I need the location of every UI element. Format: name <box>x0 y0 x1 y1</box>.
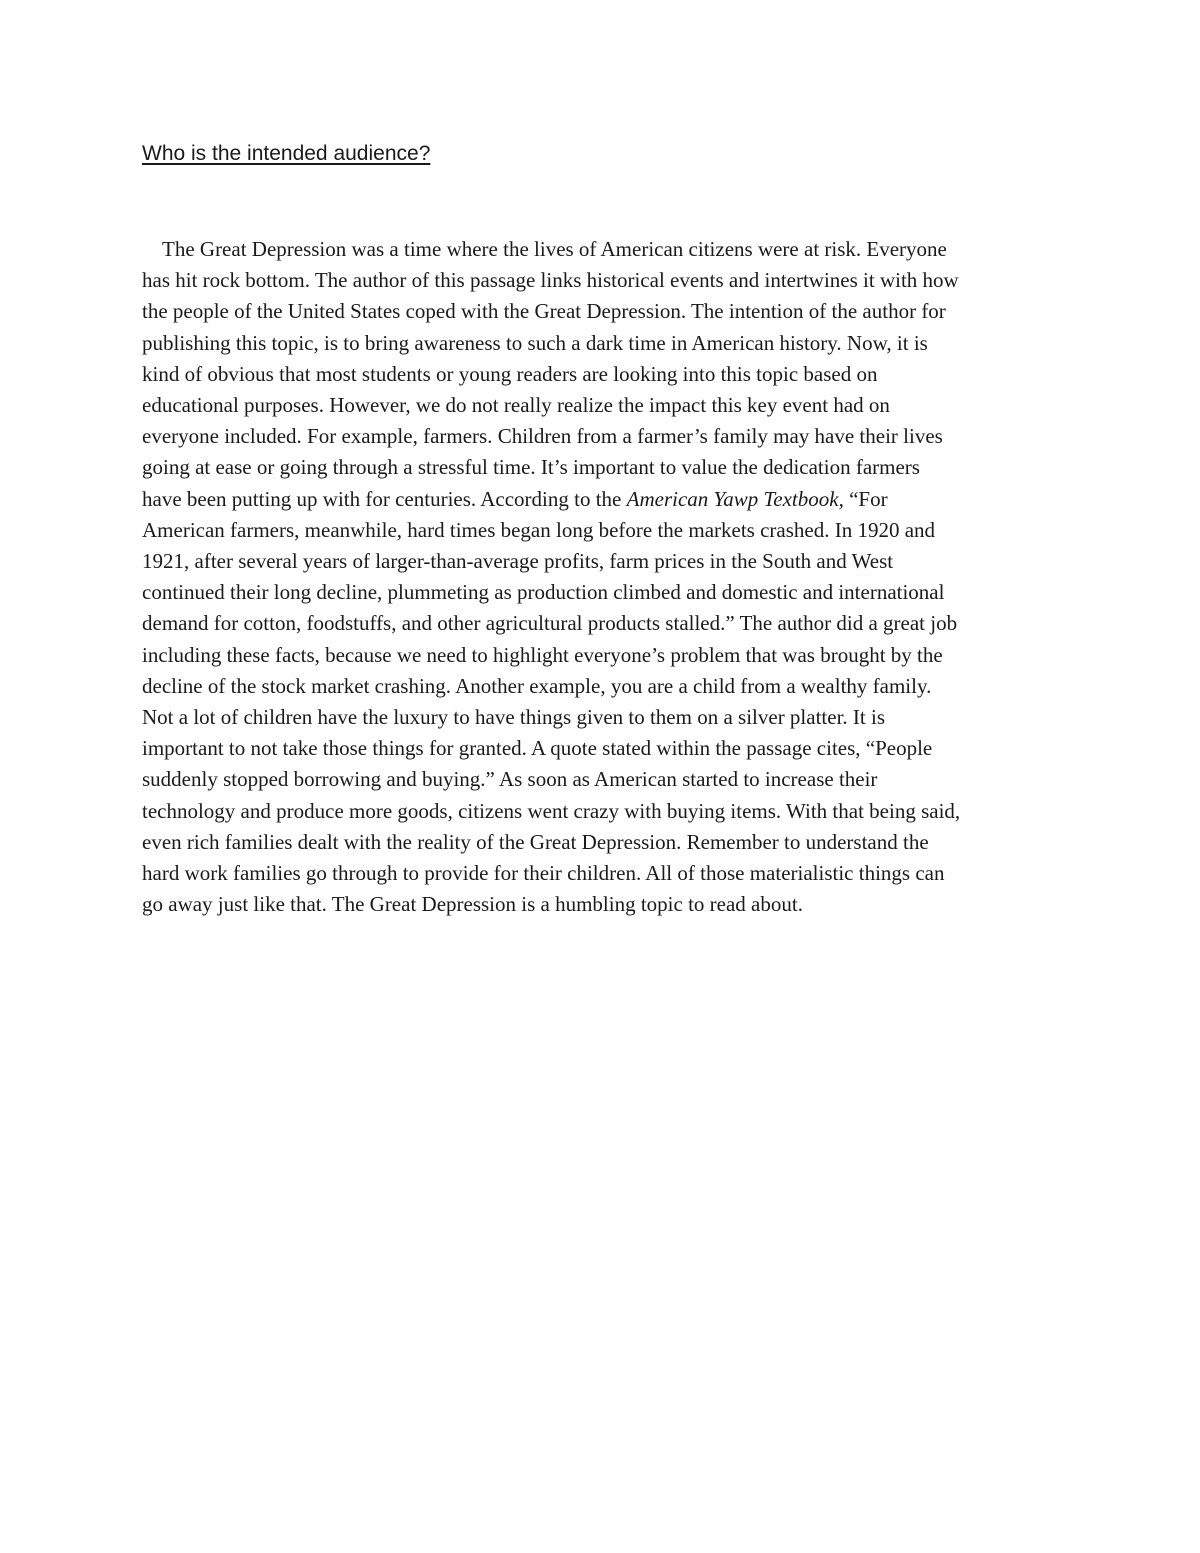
paragraph-line: go away just like that. The Great Depression is a humbling topic to read about. <box>142 892 803 917</box>
paragraph-line: important to not take those things for granted. A quote stated within the passage cites, “People <box>142 736 933 761</box>
paragraph-line: has hit rock bottom. The author of this passage links historical events and intertwines it with how <box>142 268 959 293</box>
body-paragraph <box>142 234 1072 920</box>
book-title: American Yawp Textbook, <box>626 486 844 511</box>
paragraph-line: including these facts, because we need to highlight everyone’s problem that was brought by the <box>142 642 943 667</box>
paragraph-line-text: “For <box>843 486 888 511</box>
paragraph-line: continued their long decline, plummeting as production climbed and domestic and international <box>142 580 945 605</box>
paragraph-line: 1921, after several years of larger-than-average profits, farm prices in the South and West <box>142 549 894 574</box>
paragraph-line: going at ease or going through a stressful time. It’s important to value the dedication farmers <box>142 455 920 480</box>
section-heading: Who is the intended audience? <box>142 142 431 165</box>
paragraph-line: decline of the stock market crashing. Another example, you are a child from a wealthy family. <box>142 673 932 698</box>
paragraph-line: publishing this topic, is to bring awareness to such a dark time in American history. Now, it is <box>142 330 928 355</box>
paragraph-line: demand for cotton, foodstuffs, and other agricultural products stalled.” The author did a great job <box>142 611 958 636</box>
paragraph-line-text: The Great Depression was a time where the lives of American citizens were at risk. Everyone <box>162 237 947 261</box>
paragraph-line: hard work families go through to provide for their children. All of those materialistic things can <box>142 861 945 886</box>
paragraph-line: technology and produce more goods, citizens went crazy with buying items. With that being said, <box>142 798 961 823</box>
paragraph-line <box>142 234 1072 265</box>
paragraph-line: American farmers, meanwhile, hard times began long before the markets crashed. In 1920 and <box>142 517 936 542</box>
paragraph-line-text: have been putting up with for centuries. According to the <box>142 486 627 511</box>
paragraph-line: everyone included. For example, farmers. Children from a farmer’s family may have their lives <box>142 424 943 449</box>
paragraph-line: suddenly stopped borrowing and buying.” As soon as American started to increase their <box>142 767 878 792</box>
paragraph-line: educational purposes. However, we do not really realize the impact this key event had on <box>142 393 890 418</box>
paragraph-line: kind of obvious that most students or young readers are looking into this topic based on <box>142 361 878 386</box>
paragraph-line <box>142 484 1072 515</box>
paragraph-line: Not a lot of children have the luxury to have things given to them on a silver platter. It is <box>142 705 885 730</box>
paragraph-line: even rich families dealt with the reality of the Great Depression. Remember to understand the <box>142 829 929 854</box>
paragraph-line: the people of the United States coped with the Great Depression. The intention of the author for <box>142 299 946 324</box>
